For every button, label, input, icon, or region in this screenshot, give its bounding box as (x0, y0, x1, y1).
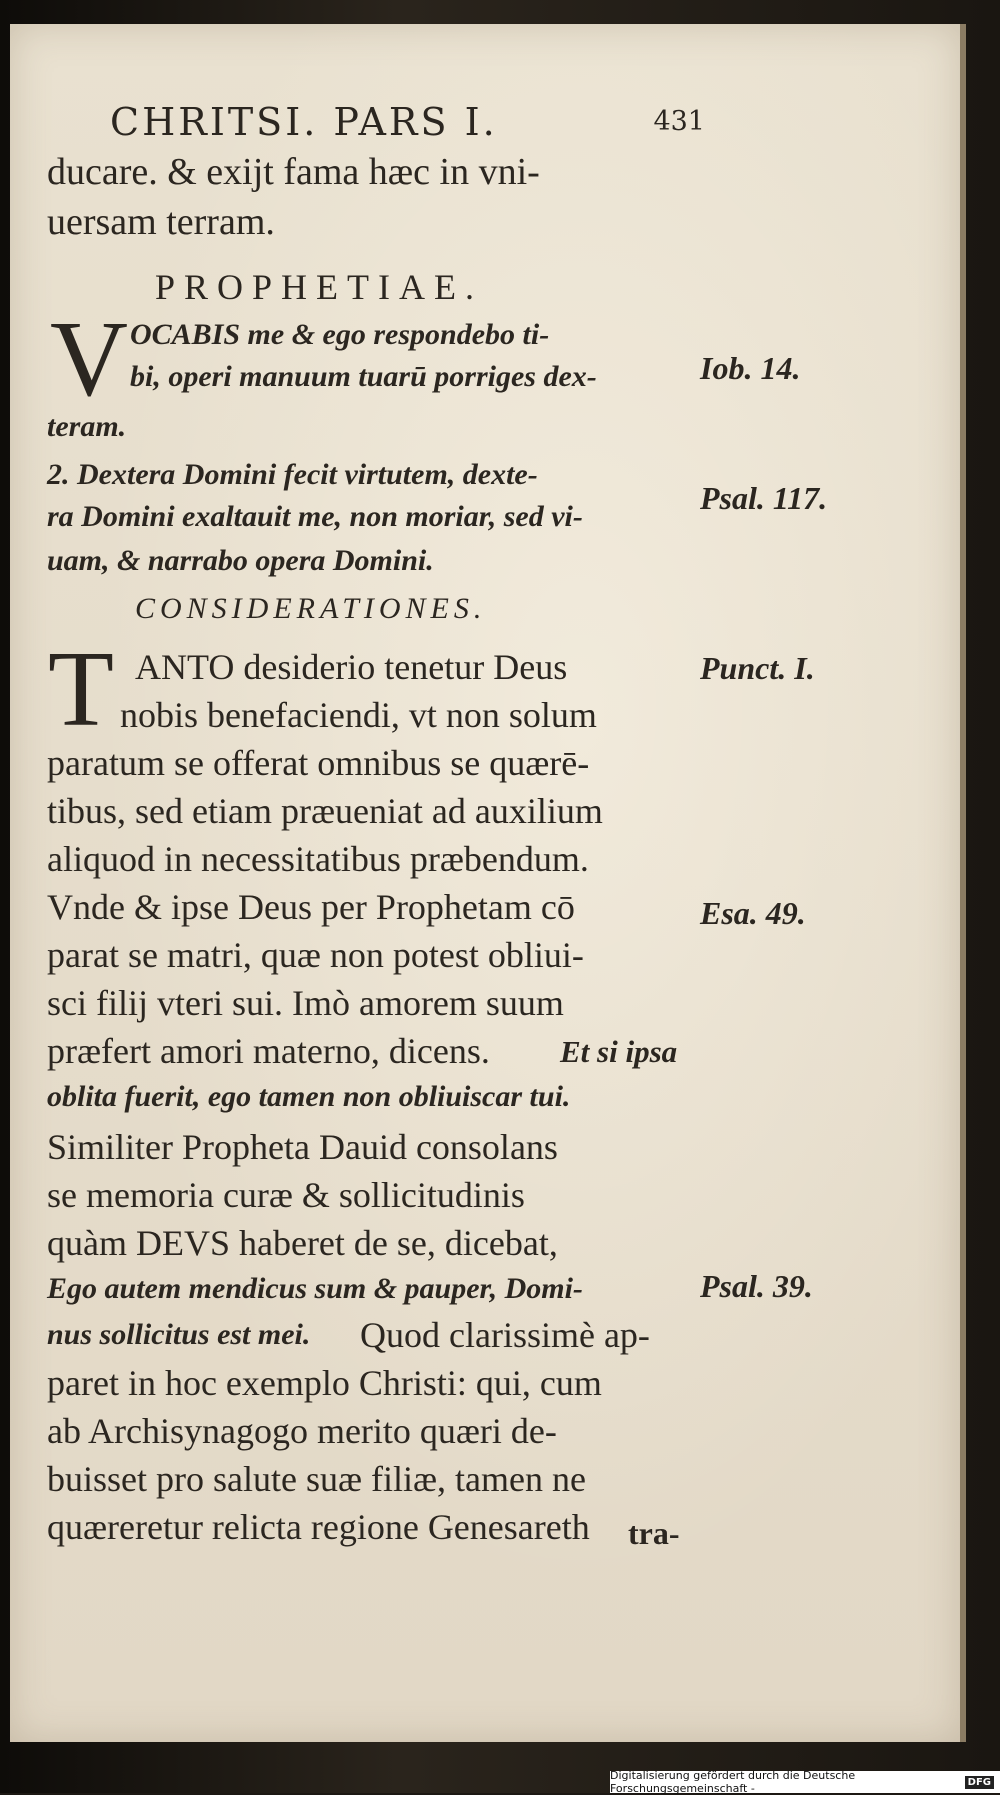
section-heading-considerationes: CONSIDERATIONES. (135, 592, 487, 625)
text-line: Quod clarissimè ap- (360, 1315, 650, 1355)
prophetiae-line: OCABIS me & ego respondebo ti- (130, 318, 550, 351)
text-line: buisset pro salute suæ filiæ, tamen ne (47, 1459, 586, 1499)
text-line: parat se matri, quæ non potest obliui- (47, 935, 584, 975)
marginal-note: Psal. 117. (700, 480, 828, 516)
text-line: paratum se offerat omnibus se quærē- (47, 743, 590, 783)
italic-quote: Et si ipsa (560, 1034, 678, 1069)
prophetiae-line: bi, operi manuum tuarū porriges dex- (130, 360, 597, 393)
text-line: ducare. & exijt fama hæc in vni- (47, 151, 540, 193)
digitization-credit (610, 1771, 1000, 1793)
running-header (110, 100, 705, 144)
text-line: Vnde & ipse Deus per Prophetam cō (47, 887, 575, 927)
prophetiae-line: teram. (47, 410, 127, 443)
italic-quote: oblita fuerit, ego tamen non obliuiscar tui. (47, 1080, 571, 1113)
text-line: aliquod in necessitatibus præbendum. (47, 839, 589, 879)
credit-text: Digitalisierung gefördert durch die Deutsche Forschungsgemeinschaft - (610, 1769, 856, 1795)
text-line: ANTO desiderio tenetur Deus (135, 647, 568, 687)
italic-quote: nus sollicitus est mei. (47, 1318, 311, 1351)
prophetiae-line: 2. Dextera Domini fecit virtutem, dexte- (47, 458, 538, 491)
text-line: Similiter Propheta Dauid consolans (47, 1127, 558, 1167)
marginal-note: Punct. I. (700, 650, 815, 686)
marginal-note: Psal. 39. (700, 1268, 813, 1304)
marginal-note: Iob. 14. (700, 350, 801, 386)
text-line: sci filij vteri sui. Imò amorem suum (47, 983, 564, 1023)
prophetiae-line: ra Domini exaltauit me, non moriar, sed vi- (47, 500, 583, 533)
page-number: 431 (653, 106, 705, 137)
italic-quote: Ego autem mendicus sum & pauper, Domi- (47, 1272, 583, 1305)
drop-initial-v: V (50, 300, 128, 419)
text-line: ab Archisynagogo merito quæri de- (47, 1411, 557, 1451)
text-line: paret in hoc exemplo Christi: qui, cum (47, 1363, 602, 1403)
text-line: quàm DEVS haberet de se, dicebat, (47, 1223, 558, 1263)
text-line: uersam terram. (47, 201, 275, 243)
prophetiae-line: uam, & narrabo opera Domini. (47, 544, 434, 577)
text-line: nobis benefaciendi, vt non solum (120, 695, 597, 735)
text-line: tibus, sed etiam præueniat ad auxilium (47, 791, 603, 831)
marginal-note: Esa. 49. (700, 895, 806, 931)
drop-initial-t: T (48, 630, 114, 749)
text-line: præfert amori materno, dicens. (47, 1031, 490, 1071)
running-title: CHRITSI. PARS I. (110, 100, 498, 144)
section-heading-prophetiae: PROPHETIAE. (155, 267, 484, 307)
dfg-logo: DFG (965, 1776, 994, 1789)
text-line: se memoria curæ & sollicitudinis (47, 1175, 525, 1215)
text-line: quæreretur relicta regione Genesareth (47, 1507, 590, 1547)
catchword: tra- (628, 1515, 680, 1551)
